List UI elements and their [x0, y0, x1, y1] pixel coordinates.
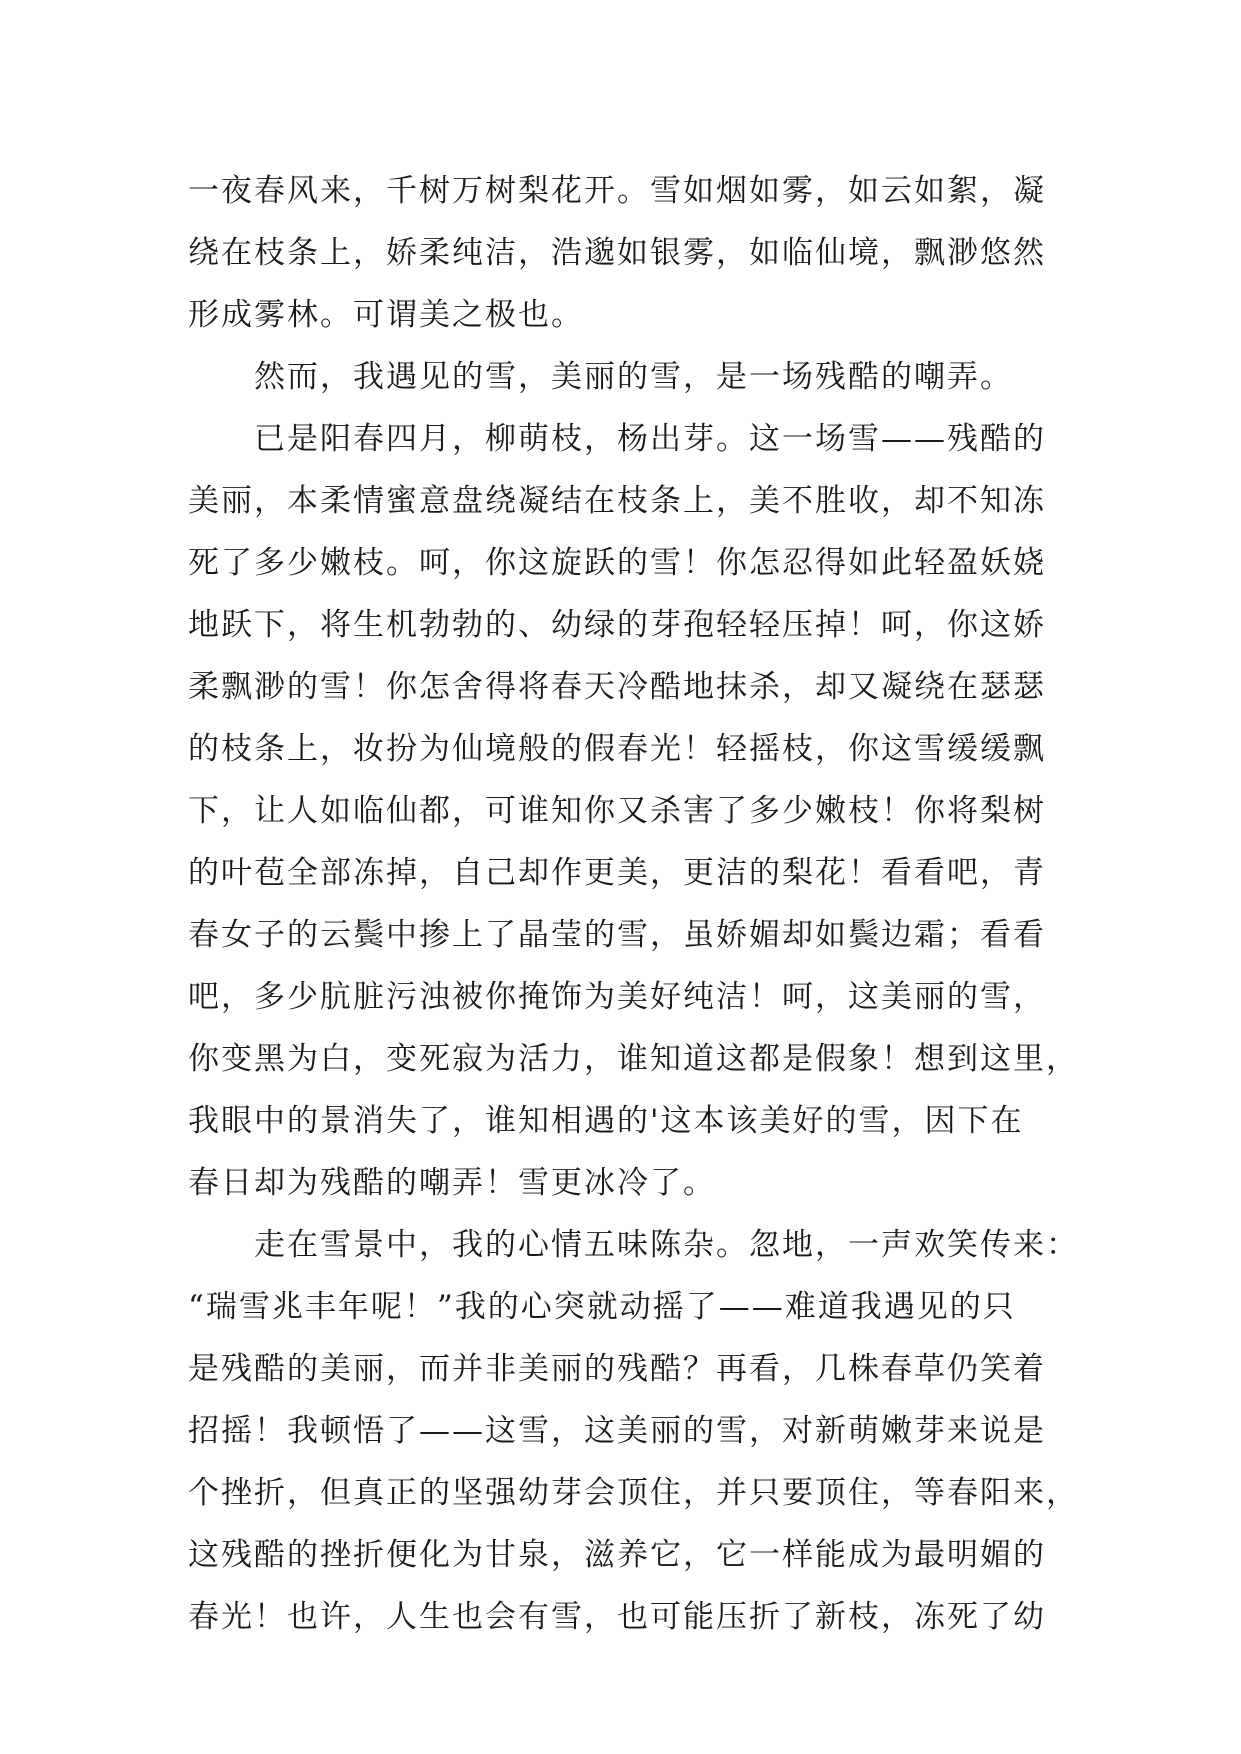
essay-body [188, 160, 1079, 1648]
paragraph-start-line: 已是阳春四月，柳萌枝，杨出芽。这一场雪——残酷的 [254, 421, 1046, 457]
text-line: 的枝条上，妆扮为仙境般的假春光！轻摇枝，你这雪缓缓飘 [188, 731, 1046, 767]
text-line: 下，让人如临仙都，可谁知你又杀害了多少嫩枝！你将梨树 [188, 793, 1046, 829]
text-line: 地跃下，将生机勃勃的、幼绿的芽孢轻轻压掉！呵，你这娇 [188, 607, 1046, 643]
text-line: 柔飘渺的雪！你怎舍得将春天冷酷地抹杀，却又凝绕在瑟瑟 [188, 669, 1046, 705]
paragraph-start-line: 走在雪景中，我的心情五味陈杂。忽地，一声欢笑传来： [254, 1227, 1079, 1263]
text-line: 一夜春风来，千树万树梨花开。雪如烟如雾，如云如絮，凝 [188, 173, 1046, 209]
text-line: 春日却为残酷的嘲弄！雪更冰冷了。 [188, 1165, 716, 1201]
paragraph-start-line: 然而，我遇见的雪，美丽的雪，是一场残酷的嘲弄。 [254, 359, 1013, 395]
text-line: 招摇！我顿悟了——这雪，这美丽的雪，对新萌嫩芽来说是 [188, 1413, 1046, 1449]
text-line: 美丽，本柔情蜜意盘绕凝结在枝条上，美不胜收，却不知冻 [188, 483, 1046, 519]
text-line: 春光！也许，人生也会有雪，也可能压折了新枝，冻死了幼 [188, 1599, 1046, 1635]
text-line: “瑞雪兆丰年呢！”我的心突就动摇了——难道我遇见的只 [188, 1289, 1016, 1325]
text-line: 我眼中的景消失了，谁知相遇的'这本该美好的雪，因下在 [188, 1103, 1024, 1139]
text-line: 死了多少嫩枝。呵，你这旋跃的雪！你怎忍得如此轻盈妖娆 [188, 545, 1046, 581]
text-line: 这残酷的挫折便化为甘泉，滋养它，它一样能成为最明媚的 [188, 1537, 1046, 1573]
text-line: 形成雾林。可谓美之极也。 [188, 297, 584, 333]
text-line: 春女子的云鬓中掺上了晶莹的雪，虽娇媚却如鬓边霜；看看 [188, 917, 1046, 953]
text-line: 是残酷的美丽，而并非美丽的残酷？再看，几株春草仍笑着 [188, 1351, 1046, 1387]
text-line: 个挫折，但真正的坚强幼芽会顶住，并只要顶住，等春阳来， [188, 1475, 1079, 1511]
text-line: 吧，多少肮脏污浊被你掩饰为美好纯洁！呵，这美丽的雪， [188, 979, 1046, 1015]
text-line: 你变黑为白，变死寂为活力，谁知道这都是假象！想到这里， [188, 1041, 1079, 1077]
text-line: 绕在枝条上，娇柔纯洁，浩邈如银雾，如临仙境，飘渺悠然 [188, 235, 1046, 271]
text-line: 的叶苞全部冻掉，自己却作更美，更洁的梨花！看看吧，青 [188, 855, 1046, 891]
